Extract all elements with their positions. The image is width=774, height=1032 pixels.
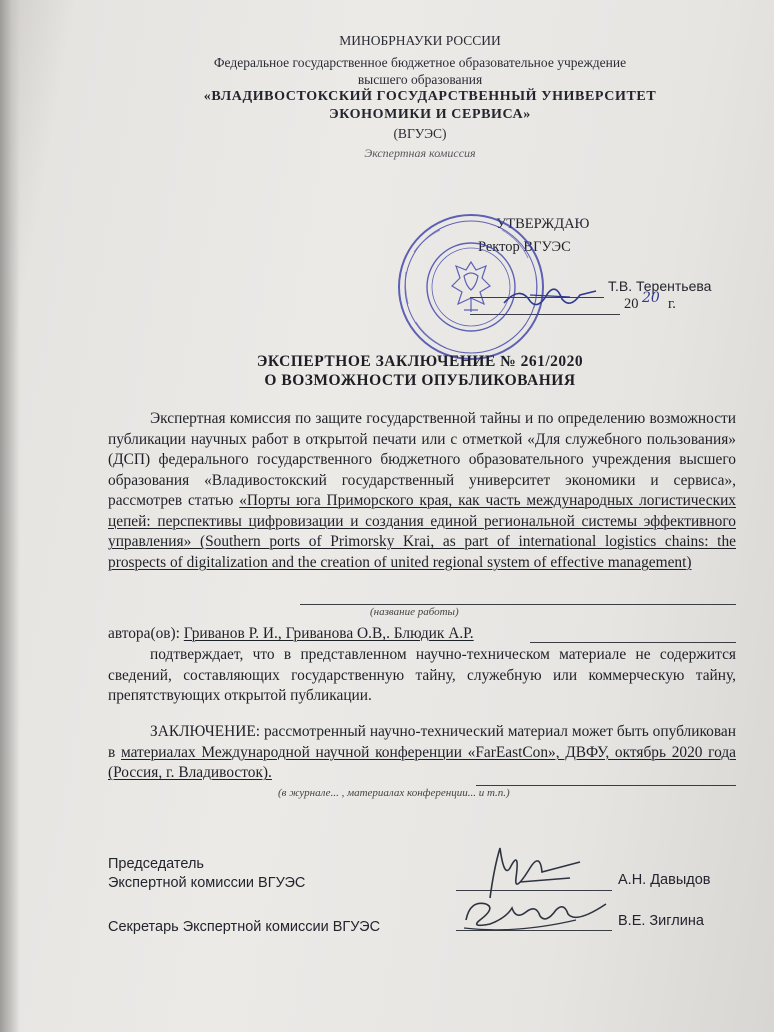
approve-label: УТВЕРЖДАЮ [496, 216, 590, 232]
rector-name: Т.В. Терентьева [608, 278, 712, 294]
work-title-caption: (название работы) [370, 606, 459, 618]
authors-label: автора(ов): [108, 625, 184, 642]
publication-venue: материалах Международной научной конференции «FarEastCon», ДВФУ, октябрь 2020 года (Россия, г. Владивосток). [108, 743, 736, 781]
page-fold-shadow [0, 0, 20, 1032]
chairman-role-line-1: Председатель [108, 856, 204, 872]
date-prefix: 20 [624, 296, 639, 312]
venue-caption: (в журнале... , материалах конференции... и т.п.) [278, 787, 510, 799]
document-subtitle: О ВОЗМОЖНОСТИ ОПУБЛИКОВАНИЯ [264, 372, 576, 389]
document-title: ЭКСПЕРТНОЕ ЗАКЛЮЧЕНИЕ № 261/2020 [256, 353, 584, 370]
university-line-1: «ВЛАДИВОСТОКСКИЙ ГОСУДАРСТВЕННЫЙ УНИВЕРСИТЕТ [203, 89, 657, 104]
work-title: «Порты юга Приморского края, как часть международных логистических цепей: перспективы цифровизации и создания единой региональной системы эффективного управления» (Southern ports of Primorsky Krai, as part of international logistics chains: the prospects of digitalization and the creation of united regional system of effective management) [108, 492, 736, 571]
secretary-role: Секретарь Экспертной комиссии ВГУЭС [108, 919, 381, 935]
university-abbreviation: (ВГУЭС) [393, 126, 447, 141]
institution-line-2: высшего образования [357, 72, 483, 87]
work-title-line [300, 604, 736, 605]
rector-position: Ректор ВГУЭС [478, 239, 571, 255]
authors-names: Гриванов Р. И., Гриванова О.В,. Блюдик А.Р. [183, 625, 474, 642]
secretary-signature [456, 890, 616, 940]
chairman-name: А.Н. Давыдов [618, 872, 711, 888]
commission-label: Экспертная комиссия [364, 146, 476, 160]
date-suffix: г. [668, 296, 676, 312]
university-line-2: ЭКОНОМИКИ И СЕРВИСА» [329, 107, 531, 122]
date-year-handwritten: 20 [642, 290, 660, 306]
chairman-role-line-2: Экспертной комиссии ВГУЭС [108, 875, 306, 891]
intro-paragraph [108, 409, 736, 573]
institution-line-1: Федеральное государственное бюджетное образовательное учреждение [213, 55, 627, 70]
intro-text: Экспертная комиссия по защите государственной тайны и по определению возможности публикации научных работ в открытой печати или с отметкой «Для служебного пользования» (ДСП) федерального государственного бюджетного образовательного учреждения высшего образования «Владивостокский государственный университет экономики и сервиса», рассмотрев статью [108, 410, 736, 509]
conclusion-paragraph [108, 722, 736, 784]
secretary-name: В.Е. Зиглина [618, 913, 704, 929]
venue-line-fill [476, 785, 736, 786]
ministry-line: МИНОБРНАУКИ РОССИИ [339, 33, 501, 48]
rector-signature [500, 275, 600, 315]
confirmation-paragraph: подтверждает, что в представленном научно-техническом материале не содержится сведений, составляющих государственную тайну, служебную или коммерческую тайну, препятствующих открытой публикации. [108, 646, 736, 704]
conclusion-intro: ЗАКЛЮЧЕНИЕ: рассмотренный научно-технический материал может быть опубликован в [108, 723, 736, 761]
authors-line-fill [530, 642, 736, 643]
